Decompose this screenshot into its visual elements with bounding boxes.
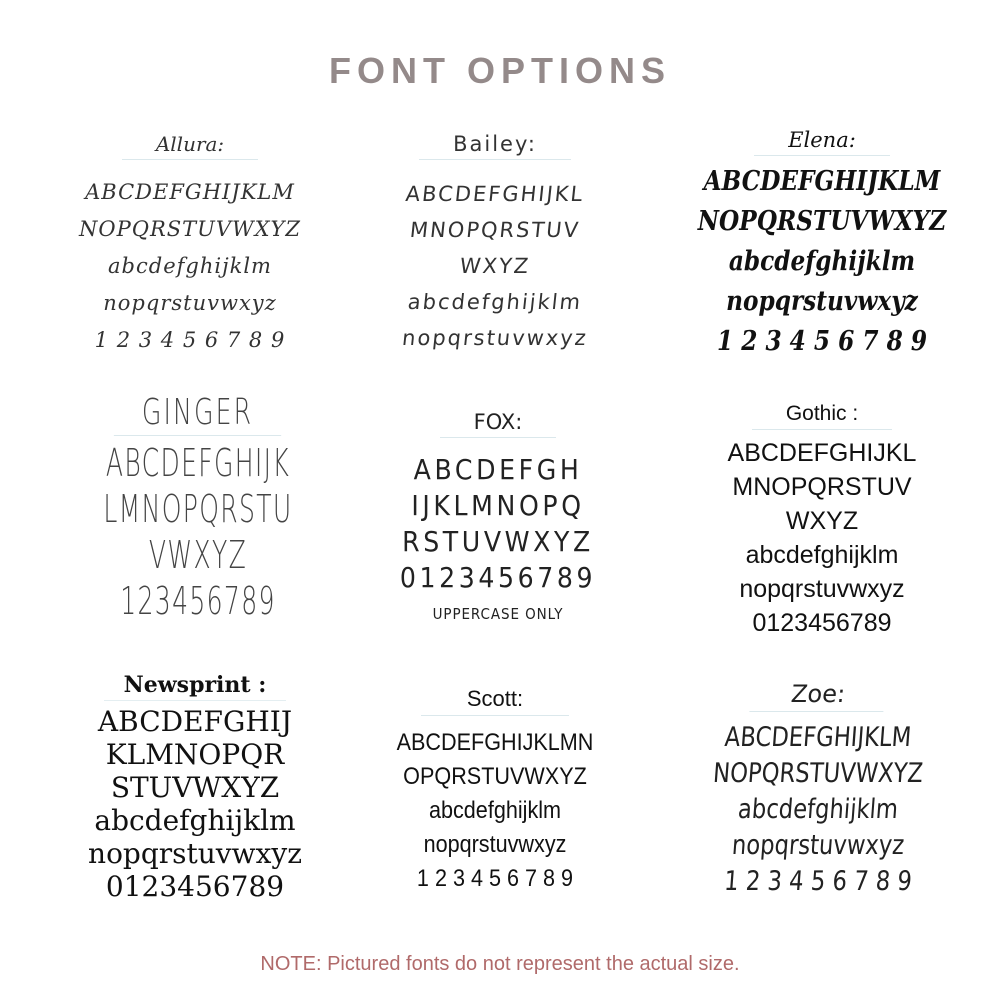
sample-line: 0123456789 bbox=[105, 870, 285, 903]
sample-line: NOPQRSTUVWXYZ bbox=[697, 206, 947, 237]
sample-line: abcdefghijklm bbox=[745, 541, 899, 569]
font-sample-scott bbox=[345, 686, 645, 896]
sample-line: abcdefghijklm bbox=[406, 290, 584, 314]
sample-line: nopqrstuvwxyz bbox=[88, 837, 302, 870]
font-sample-fox bbox=[348, 410, 648, 624]
sample-line: ABCDEFGHIJKLMN bbox=[396, 729, 594, 756]
sample-line: WXYZ bbox=[458, 254, 532, 278]
sample-line: nopqrstuvwxyz bbox=[726, 286, 918, 317]
sample-line: NOPQRSTUVWXYZ bbox=[79, 217, 301, 241]
font-name: Allura: bbox=[122, 132, 258, 160]
sample-line: 0123456789 bbox=[399, 561, 597, 594]
sample-line: MNOPQRSTUV bbox=[408, 218, 582, 242]
font-name: FOX: bbox=[440, 410, 557, 438]
uppercase-only-note: UPPERCASE ONLY bbox=[432, 605, 564, 623]
sample-line: 0123456789 bbox=[752, 609, 892, 637]
sample-line: abcdefghijklm bbox=[108, 254, 272, 278]
sample-line: ABCDEFGHIJKLM bbox=[85, 180, 295, 204]
sample-line: nopqrstuvwxyz bbox=[103, 291, 277, 315]
font-sample-bailey bbox=[345, 132, 645, 356]
sample-line: ABCDEFGHIJ bbox=[97, 705, 293, 738]
sample-line: abcdefghijklm bbox=[94, 804, 296, 837]
sample-line: MNOPQRSTUV bbox=[732, 473, 912, 501]
sample-line: ABCDEFGH bbox=[413, 453, 583, 486]
page-title: FONT OPTIONS bbox=[329, 50, 671, 91]
font-name: Gothic : bbox=[752, 402, 892, 430]
sample-line: ABCDEFGHIJK bbox=[105, 441, 291, 485]
sample-line: ABCDEFGHIJKL bbox=[727, 439, 917, 467]
font-sample-newsprint bbox=[45, 672, 345, 903]
size-disclaimer-note: NOTE: Pictured fonts do not represent the actual size. bbox=[260, 953, 740, 975]
font-sample-elena bbox=[672, 128, 972, 362]
font-sample-gothic bbox=[672, 402, 972, 640]
sample-line: LMNOPQRSTU bbox=[103, 487, 293, 531]
sample-line: abcdefghijklm bbox=[428, 797, 562, 824]
sample-line: ABCDEFGHIJKL bbox=[404, 182, 586, 206]
sample-line: 1 2 3 4 5 6 7 8 9 bbox=[723, 866, 913, 897]
font-name: Scott: bbox=[421, 686, 569, 716]
sample-line: RSTUVWXYZ bbox=[402, 525, 594, 558]
font-sample-allura bbox=[40, 132, 340, 359]
sample-line: 123456789 bbox=[120, 579, 276, 623]
sample-line: nopqrstuvwxyz bbox=[401, 326, 589, 350]
font-name: GINGER bbox=[114, 392, 281, 436]
sample-line: 1 2 3 4 5 6 7 8 9 bbox=[416, 865, 574, 892]
sample-line: nopqrstuvwxyz bbox=[739, 575, 905, 603]
font-name: Elena: bbox=[754, 128, 890, 156]
font-name: Zoe: bbox=[749, 680, 886, 712]
sample-line: WXYZ bbox=[785, 507, 859, 535]
sample-line: 1 2 3 4 5 6 7 8 9 bbox=[94, 328, 286, 352]
sample-line: abcdefghijklm bbox=[728, 246, 916, 277]
font-sample-ginger bbox=[48, 392, 348, 624]
sample-line: STUVWXYZ bbox=[110, 771, 280, 804]
sample-line: IJKLMNOPQ bbox=[411, 489, 585, 522]
sample-line: ABCDEFGHIJKLM bbox=[703, 166, 941, 197]
sample-line: KLMNOPQR bbox=[105, 738, 285, 771]
sample-line: VWXYZ bbox=[148, 533, 248, 577]
font-name: Bailey: bbox=[419, 132, 571, 160]
sample-line: 1 2 3 4 5 6 7 8 9 bbox=[716, 326, 928, 357]
sample-line: nopqrstuvwxyz bbox=[423, 831, 567, 858]
sample-line: NOPQRSTUVWXYZ bbox=[711, 758, 925, 789]
font-name: Newsprint : bbox=[104, 672, 287, 701]
sample-line: OPQRSTUVWXYZ bbox=[403, 763, 587, 790]
font-sample-zoe bbox=[668, 680, 968, 900]
sample-line: nopqrstuvwxyz bbox=[730, 830, 906, 861]
sample-line: abcdefghijklm bbox=[736, 794, 900, 825]
sample-line: ABCDEFGHIJKLM bbox=[723, 722, 913, 753]
